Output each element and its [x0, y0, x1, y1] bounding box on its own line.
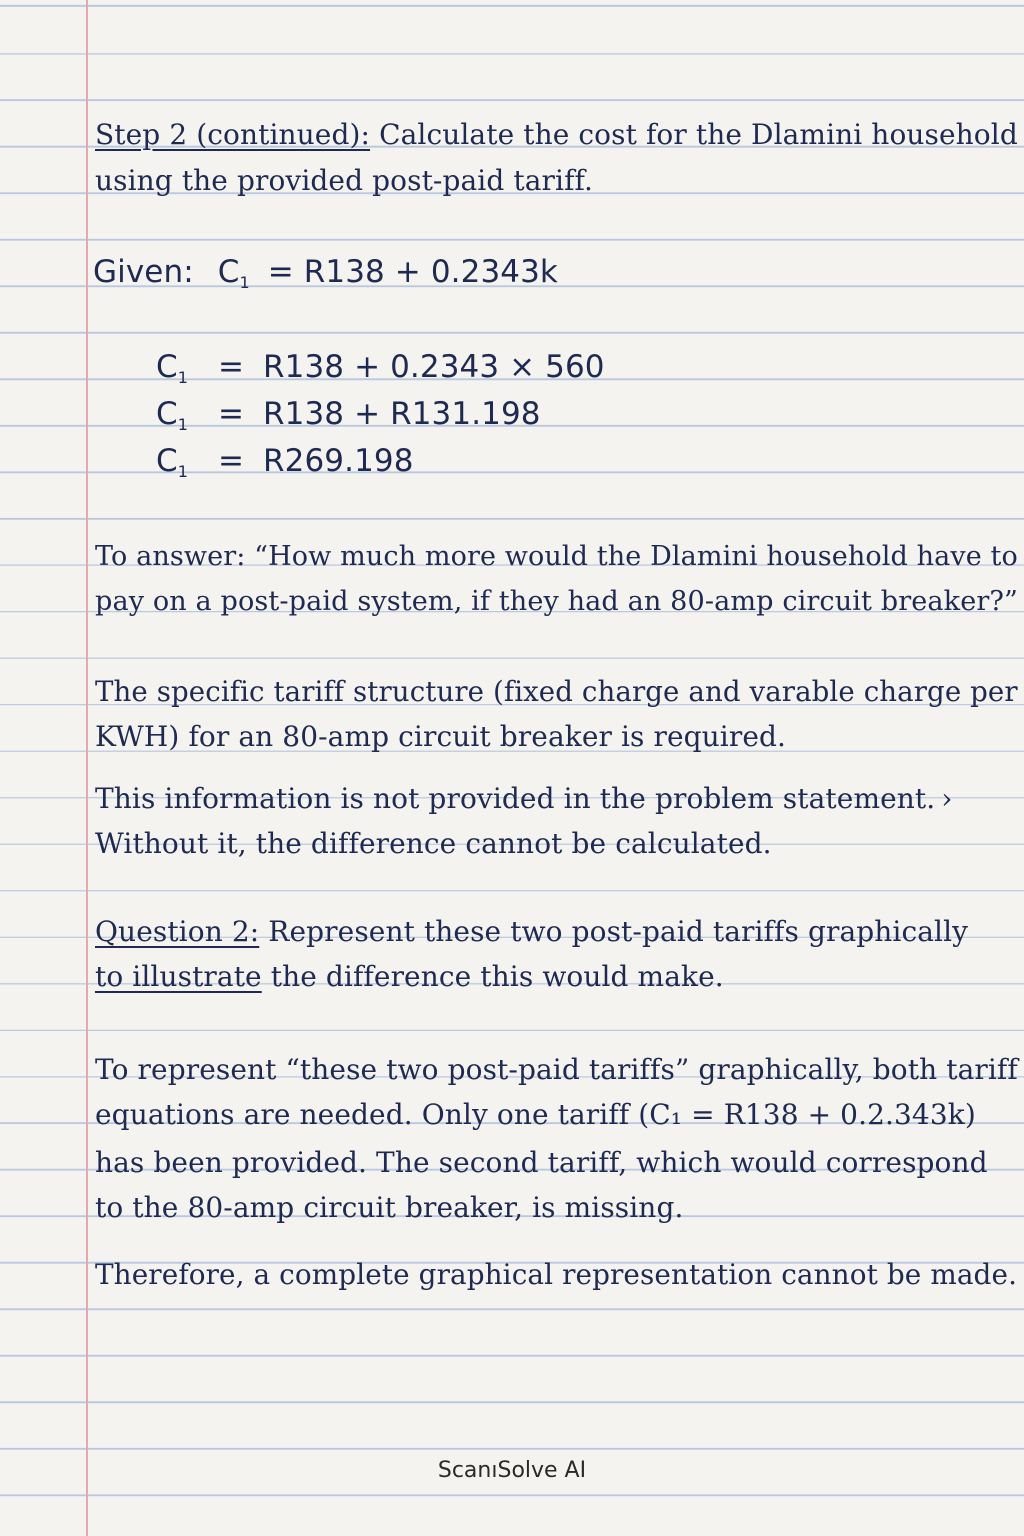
- step-heading-line1: [95, 118, 1018, 152]
- footer-brand: ScanıSolve AI: [437, 1458, 587, 1483]
- calc-rhs: R138 + 0.2343 × 560: [263, 349, 605, 385]
- tariff-note-line1: The specific tariff structure (fixed charge and varable charge per: [95, 675, 1018, 708]
- calc-eq: =: [218, 443, 245, 479]
- question2-text: Represent these two post-paid tariffs graphically: [259, 915, 969, 948]
- graph-note-line1: To represent “these two post-paid tariffs” graphically, both tariff: [95, 1053, 1018, 1086]
- question2-rest: the difference this would make.: [261, 960, 724, 993]
- step-heading-line2: using the provided post-paid tariff.: [95, 164, 594, 197]
- tariff-note-line2: KWH) for an 80-amp circuit breaker is required.: [95, 720, 787, 753]
- conclusion: Therefore, a complete graphical representation cannot be made.: [95, 1258, 1018, 1291]
- given-rhs: = R138 + 0.2343k: [267, 254, 558, 290]
- given-line: [93, 255, 558, 300]
- question2-label: Question 2:: [95, 915, 260, 948]
- question2-underlined: to illustrate: [95, 960, 262, 993]
- step-text: Calculate the cost for the Dlamini household: [370, 118, 1018, 151]
- missing-info-line1: [95, 782, 953, 816]
- calc-eq: =: [218, 396, 245, 432]
- calc-rhs: R138 + R131.198: [263, 396, 541, 432]
- calc-sub: 1: [177, 462, 189, 481]
- calc-var: C: [156, 443, 178, 479]
- question2-line2: [95, 960, 724, 994]
- given-sub: 1: [239, 273, 250, 292]
- calc-eq: =: [218, 349, 245, 385]
- missing-info-line2: Without it, the difference cannot be calculated.: [95, 827, 772, 860]
- calc-var: C: [156, 396, 178, 432]
- margin-line: [86, 0, 88, 1536]
- calc-rhs: R269.198: [263, 443, 414, 479]
- calc-var: C: [156, 349, 178, 385]
- missing-info-text: This information is not provided in the problem statement.: [95, 782, 936, 815]
- given-label: Given:: [93, 254, 194, 290]
- calc-sub: 1: [177, 368, 189, 387]
- graph-note-line3: has been provided. The second tariff, which would correspond: [95, 1146, 988, 1179]
- given-var: C: [217, 254, 240, 290]
- graph-note-line4: to the 80-amp circuit breaker, is missing.: [95, 1191, 684, 1224]
- answer-intro-line1: To answer: “How much more would the Dlamini household have to: [95, 541, 1018, 572]
- step-label: Step 2 (continued):: [95, 118, 371, 151]
- graph-note-line2: equations are needed. Only one tariff (C₁ = R138 + 0.2.343k): [95, 1098, 976, 1131]
- stray-mark: ›: [941, 782, 953, 815]
- calc-sub: 1: [177, 415, 189, 434]
- answer-intro-line2: pay on a post-paid system, if they had an 80-amp circuit breaker?”: [95, 586, 1018, 617]
- question2-line1: [95, 915, 968, 949]
